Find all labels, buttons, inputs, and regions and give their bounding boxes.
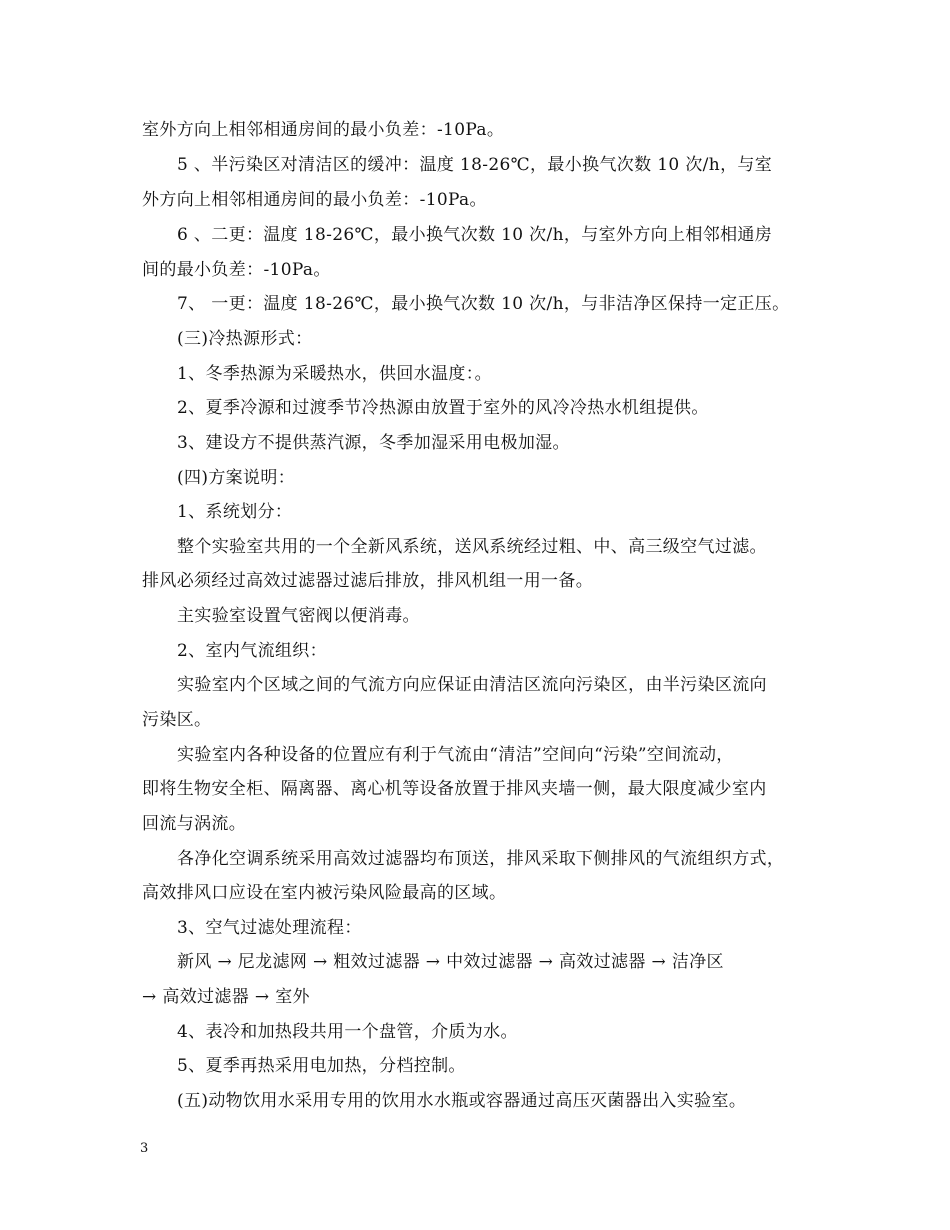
section-heading: (三)冷热源形式： xyxy=(177,329,313,349)
text-line: 排风必须经过高效过滤器过滤后排放，排风机组一用一备。 xyxy=(142,571,594,591)
section-heading: (五)动物饮用水采用专用的饮用水水瓶或容器通过高压灭菌器出入实验室。 xyxy=(177,1091,747,1111)
section-heading: (四)方案说明： xyxy=(177,468,296,488)
text-line: 实验室内各种设备的位置应有利于气流由“清洁”空间向“污染”空间流动， xyxy=(177,745,734,765)
text-line: 6 、二更：温度 18-26℃，最小换气次数 10 次/h，与室外方向上相邻相通房 xyxy=(177,225,773,245)
text-line: 2、夏季冷源和过渡季节冷热源由放置于室外的风冷冷热水机组提供。 xyxy=(177,398,709,418)
subsection-heading: 3、空气过滤处理流程： xyxy=(177,918,362,938)
flow-line: → 高效过滤器 → 室外 xyxy=(142,987,310,1007)
text-line: 5、夏季再热采用电加热，分档控制。 xyxy=(177,1056,466,1076)
text-line: 各净化空调系统采用高效过滤器均布顶送，排风采取下侧排风的气流组织方式， xyxy=(177,849,785,869)
text-line: 外方向上相邻相通房间的最小负差：-10Pa。 xyxy=(142,190,487,210)
text-line: 污染区。 xyxy=(142,710,212,730)
subsection-heading: 1、系统划分： xyxy=(177,502,293,522)
flow-line: 新风 → 尼龙滤网 → 粗效过滤器 → 中效过滤器 → 高效过滤器 → 洁净区 xyxy=(177,952,724,972)
text-line: 5 、半污染区对清洁区的缓冲：温度 18-26℃，最小换气次数 10 次/h，与室 xyxy=(177,155,773,175)
text-line: 3、建设方不提供蒸汽源，冬季加湿采用电极加湿。 xyxy=(177,433,570,453)
subsection-heading: 2、室内气流组织： xyxy=(177,641,327,661)
text-line: 主实验室设置气密阀以便消毒。 xyxy=(177,606,420,626)
text-line: 4、表冷和加热段共用一个盘管，介质为水。 xyxy=(177,1022,518,1042)
text-line: 7、 一更：温度 18-26℃，最小换气次数 10 次/h，与非洁净区保持一定正压。 xyxy=(177,294,790,314)
text-line: 间的最小负差：-10Pa。 xyxy=(142,260,331,280)
text-line: 回流与涡流。 xyxy=(142,814,247,834)
text-line: 1、冬季热源为采暖热水，供回水温度：。 xyxy=(177,364,492,384)
page-number: 3 xyxy=(140,1141,149,1156)
text-line: 即将生物安全柜、隔离器、离心机等设备放置于排风夹墙一侧，最大限度减少室内 xyxy=(142,779,767,799)
text-line: 实验室内个区域之间的气流方向应保证由清洁区流向污染区，由半污染区流向 xyxy=(177,675,767,695)
text-line: 整个实验室共用的一个全新风系统，送风系统经过粗、中、高三级空气过滤。 xyxy=(177,537,767,557)
text-line: 高效排风口应设在室内被污染风险最高的区域。 xyxy=(142,883,507,903)
text-line: 室外方向上相邻相通房间的最小负差：-10Pa。 xyxy=(142,120,505,140)
